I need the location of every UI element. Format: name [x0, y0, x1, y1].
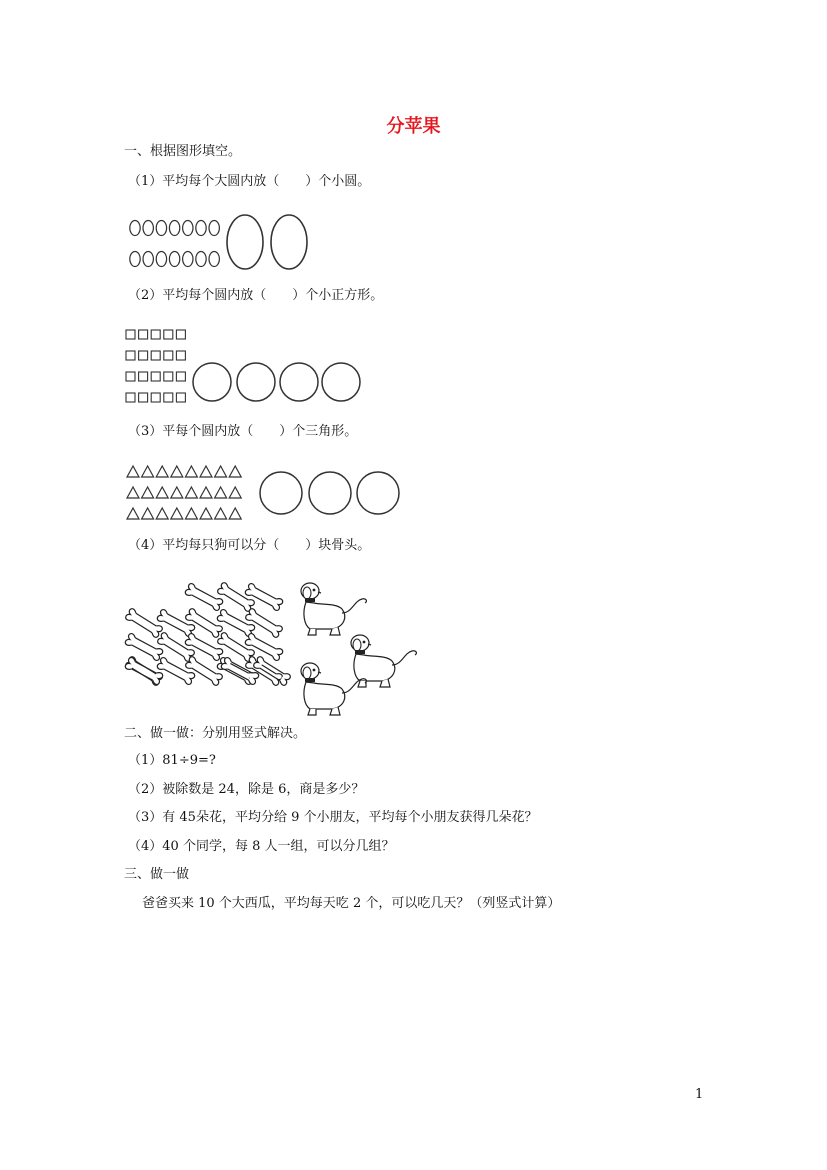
- triangle: [185, 508, 197, 519]
- triangle: [171, 466, 183, 477]
- small-circle: [183, 252, 193, 267]
- triangle: [142, 508, 154, 519]
- small-circle: [130, 221, 140, 236]
- triangle: [127, 466, 139, 477]
- small-square: [139, 372, 148, 381]
- question-3-1: 爸爸买来 10 个大西瓜，平均每天吃 2 个，可以吃几天？（列竖式计算）: [142, 896, 561, 911]
- triangles-group: [127, 466, 241, 519]
- bone-icon: [124, 657, 163, 686]
- triangle: [156, 466, 168, 477]
- small-circle: [183, 221, 193, 236]
- question-2-3: （3）有 45朵花，平均分给 9 个小朋友，平均每个小朋友获得几朵花？: [128, 810, 538, 825]
- triangle: [229, 508, 241, 519]
- circle: [237, 363, 275, 401]
- question-2-1: （1）81÷9=?: [128, 753, 216, 768]
- small-square: [164, 393, 173, 402]
- small-circle: [209, 221, 219, 236]
- bone-icon: [184, 583, 223, 612]
- small-circle: [143, 252, 153, 267]
- circle: [280, 363, 318, 401]
- small-square: [126, 330, 135, 339]
- small-square: [176, 393, 185, 402]
- small-circle: [130, 252, 140, 267]
- triangle: [200, 508, 212, 519]
- circle: [260, 472, 302, 514]
- small-circle: [169, 252, 179, 267]
- big-circle: [227, 215, 263, 269]
- small-square: [176, 351, 185, 360]
- question-1-1: （1）平均每个大圆内放（ ）个小圆。: [128, 174, 371, 189]
- question-2-2: （2）被除数是 24，除是 6，商是多少？: [128, 782, 365, 797]
- triangle: [200, 466, 212, 477]
- small-square: [126, 351, 135, 360]
- circle: [322, 363, 360, 401]
- small-square: [139, 351, 148, 360]
- triangle: [200, 487, 212, 498]
- triangle: [156, 487, 168, 498]
- small-squares-group: [126, 330, 185, 402]
- circle: [357, 472, 399, 514]
- triangle: [215, 487, 227, 498]
- section-1-heading: 一、根据图形填空。: [124, 144, 242, 159]
- question-2-4: （4）40 个同学，每 8 人一组，可以分几组？: [128, 839, 395, 854]
- small-square: [151, 330, 160, 339]
- small-square: [139, 330, 148, 339]
- triangle: [127, 508, 139, 519]
- figure-small-and-big-circles: [128, 212, 318, 274]
- small-square: [164, 351, 173, 360]
- triangle: [185, 487, 197, 498]
- small-circles-group: [130, 221, 220, 267]
- small-circle: [196, 221, 206, 236]
- question-1-4: （4）平均每只狗可以分（ ）块骨头。: [128, 538, 371, 553]
- figure-triangles-and-circles: [126, 462, 406, 524]
- big-circle: [271, 215, 307, 269]
- small-circle: [196, 252, 206, 267]
- question-1-2: （2）平均每个圆内放（ ）个小正方形。: [128, 288, 384, 303]
- triangle: [229, 487, 241, 498]
- small-circle: [143, 221, 153, 236]
- small-square: [126, 393, 135, 402]
- triangle: [127, 487, 139, 498]
- small-square: [164, 372, 173, 381]
- small-square: [176, 330, 185, 339]
- triangle: [171, 487, 183, 498]
- section-3-heading: 三、做一做: [124, 867, 190, 882]
- triangle: [215, 466, 227, 477]
- page-title: 分苹果: [386, 116, 441, 137]
- page-number: 1: [695, 1087, 704, 1102]
- triangle: [142, 466, 154, 477]
- small-circle: [156, 252, 166, 267]
- circle: [193, 363, 231, 401]
- small-circle: [209, 252, 219, 267]
- triangle: [215, 508, 227, 519]
- small-square: [164, 330, 173, 339]
- small-circle: [156, 221, 166, 236]
- triangle: [156, 508, 168, 519]
- figure-bones-and-dogs: [124, 575, 424, 725]
- circle: [309, 472, 351, 514]
- small-circle: [169, 221, 179, 236]
- section-2-heading: 二、做一做：分别用竖式解决。: [124, 726, 307, 741]
- small-square: [176, 372, 185, 381]
- small-square: [139, 393, 148, 402]
- triangle: [142, 487, 154, 498]
- triangle: [229, 466, 241, 477]
- small-square: [151, 393, 160, 402]
- small-square: [151, 372, 160, 381]
- triangle: [171, 508, 183, 519]
- small-square: [126, 372, 135, 381]
- dog-icon: [301, 583, 366, 635]
- bones-group: [124, 582, 291, 687]
- triangle: [185, 466, 197, 477]
- question-1-3: （3）平每个圆内放（ ）个三角形。: [128, 424, 358, 439]
- figure-squares-and-circles: [125, 328, 370, 408]
- small-square: [151, 351, 160, 360]
